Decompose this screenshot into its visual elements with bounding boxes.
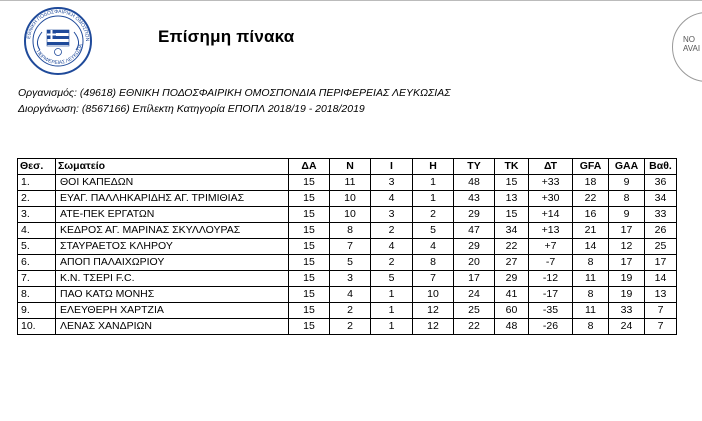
cell-points: 33 <box>645 207 677 223</box>
organizer-line: Οργανισμός: (49618) ΕΘΝΙΚΗ ΠΟΔΟΣΦΑΙΡΙΚΗ ΟΜΟΣΠΟΝΔΙΑ ΠΕΡΙΦΕΡΕΙΑΣ ΛΕΥΚΩΣΙΑΣ <box>18 87 451 99</box>
cell-club: ΘΟΙ ΚΑΠΕΔΩΝ <box>56 175 289 191</box>
cell-played: 15 <box>289 191 330 207</box>
cell-wins: 10 <box>330 207 371 223</box>
table-row <box>18 239 677 255</box>
cell-draws: 4 <box>371 239 413 255</box>
cell-gfa: 8 <box>573 255 609 271</box>
cell-wins: 8 <box>330 223 371 239</box>
cell-goals-for: 24 <box>454 287 495 303</box>
cell-gfa: 11 <box>573 303 609 319</box>
table-row <box>18 271 677 287</box>
cell-losses: 4 <box>413 239 454 255</box>
cell-points: 26 <box>645 223 677 239</box>
cell-goals-for: 48 <box>454 175 495 191</box>
cell-wins: 4 <box>330 287 371 303</box>
cell-club: ΕΛΕΥΘΕΡΗ ΧΑΡΤΖΙΑ <box>56 303 289 319</box>
cell-gfa: 18 <box>573 175 609 191</box>
cell-draws: 2 <box>371 255 413 271</box>
col-header-played: ΔΑ <box>289 159 330 175</box>
cell-gaa: 8 <box>609 191 645 207</box>
cell-wins: 2 <box>330 319 371 335</box>
cell-goals-against: 48 <box>495 319 529 335</box>
cell-played: 15 <box>289 255 330 271</box>
cell-club: ΚΕΔΡΟΣ ΑΓ. ΜΑΡΙΝΑΣ ΣΚΥΛΛΟΥΡΑΣ <box>56 223 289 239</box>
cell-draws: 4 <box>371 191 413 207</box>
cell-gfa: 16 <box>573 207 609 223</box>
cell-points: 14 <box>645 271 677 287</box>
cell-goals-against: 15 <box>495 207 529 223</box>
table-row <box>18 319 677 335</box>
cell-goals-against: 34 <box>495 223 529 239</box>
cell-draws: 1 <box>371 319 413 335</box>
cell-goals-against: 13 <box>495 191 529 207</box>
cell-goals-against: 27 <box>495 255 529 271</box>
cell-goal-diff: +13 <box>529 223 573 239</box>
cell-gaa: 33 <box>609 303 645 319</box>
cell-played: 15 <box>289 239 330 255</box>
cell-draws: 3 <box>371 175 413 191</box>
no-image-text-2: AVAI <box>683 44 701 53</box>
cell-gfa: 14 <box>573 239 609 255</box>
cell-points: 7 <box>645 303 677 319</box>
federation-logo <box>14 6 102 76</box>
cell-points: 34 <box>645 191 677 207</box>
col-header-draws: Ι <box>371 159 413 175</box>
cell-wins: 11 <box>330 175 371 191</box>
cell-losses: 12 <box>413 303 454 319</box>
cell-points: 13 <box>645 287 677 303</box>
cell-losses: 5 <box>413 223 454 239</box>
cell-goal-diff: +7 <box>529 239 573 255</box>
cell-draws: 1 <box>371 287 413 303</box>
cell-goals-for: 20 <box>454 255 495 271</box>
standings-table <box>17 158 677 335</box>
cell-position: 8. <box>18 287 56 303</box>
cell-losses: 1 <box>413 191 454 207</box>
table-row <box>18 223 677 239</box>
cell-goals-for: 29 <box>454 207 495 223</box>
cell-draws: 5 <box>371 271 413 287</box>
cell-gaa: 24 <box>609 319 645 335</box>
cell-goals-for: 47 <box>454 223 495 239</box>
cell-played: 15 <box>289 303 330 319</box>
cell-points: 36 <box>645 175 677 191</box>
cell-club: ΑΤΕ-ΠΕΚ ΕΡΓΑΤΩΝ <box>56 207 289 223</box>
cell-losses: 1 <box>413 175 454 191</box>
cell-goal-diff: +14 <box>529 207 573 223</box>
cell-position: 6. <box>18 255 56 271</box>
cell-position: 5. <box>18 239 56 255</box>
cell-draws: 1 <box>371 303 413 319</box>
cell-gaa: 19 <box>609 271 645 287</box>
cell-goal-diff: +33 <box>529 175 573 191</box>
cell-wins: 2 <box>330 303 371 319</box>
col-header-gfa: GFA <box>573 159 609 175</box>
cell-goal-diff: -12 <box>529 271 573 287</box>
cell-goals-for: 29 <box>454 239 495 255</box>
cell-gfa: 11 <box>573 271 609 287</box>
cell-goals-for: 22 <box>454 319 495 335</box>
cell-points: 25 <box>645 239 677 255</box>
cell-gaa: 9 <box>609 175 645 191</box>
standings-body <box>18 175 677 335</box>
cell-wins: 3 <box>330 271 371 287</box>
col-header-points: Βαθ. <box>645 159 677 175</box>
col-header-club: Σωματείο <box>56 159 289 175</box>
cell-goal-diff: -7 <box>529 255 573 271</box>
col-header-wins: Ν <box>330 159 371 175</box>
cell-club: ΑΠΟΠ ΠΑΛΑΙΧΩΡΙΟΥ <box>56 255 289 271</box>
cell-points: 7 <box>645 319 677 335</box>
cell-goal-diff: -26 <box>529 319 573 335</box>
page-title: Επίσημη πίνακα <box>158 27 295 46</box>
cell-club: ΕΥΑΓ. ΠΑΛΛΗΚΑΡΙΔΗΣ ΑΓ. ΤΡΙΜΙΘΙΑΣ <box>56 191 289 207</box>
cell-played: 15 <box>289 223 330 239</box>
cell-wins: 7 <box>330 239 371 255</box>
table-row <box>18 207 677 223</box>
cell-goals-against: 29 <box>495 271 529 287</box>
cell-goals-against: 22 <box>495 239 529 255</box>
col-header-goal-diff: ΔΤ <box>529 159 573 175</box>
top-divider <box>0 0 702 5</box>
cell-position: 7. <box>18 271 56 287</box>
cell-losses: 7 <box>413 271 454 287</box>
cell-played: 15 <box>289 207 330 223</box>
cell-gaa: 17 <box>609 255 645 271</box>
no-image-text: NO <box>683 35 695 44</box>
table-row <box>18 303 677 319</box>
table-row <box>18 287 677 303</box>
no-image-placeholder <box>672 12 702 82</box>
cell-position: 4. <box>18 223 56 239</box>
svg-text:ΠΕΡΙΦΕΡΕΙΑΣ ΛΕΥΚΩΣΙΑΣ: ΠΕΡΙΦΕΡΕΙΑΣ ΛΕΥΚΩΣΙΑ <box>34 43 85 67</box>
col-header-losses: Η <box>413 159 454 175</box>
cell-losses: 12 <box>413 319 454 335</box>
cell-club: ΛΕΝΑΣ ΧΑΝΔΡΙΩΝ <box>56 319 289 335</box>
cell-draws: 3 <box>371 207 413 223</box>
cell-gfa: 21 <box>573 223 609 239</box>
competition-line: Διοργάνωση: (8567166) Επίλεκτη Κατηγορία ΕΠΟΠΛ 2018/19 - 2018/2019 <box>18 103 365 115</box>
cell-goals-for: 25 <box>454 303 495 319</box>
cell-played: 15 <box>289 287 330 303</box>
svg-text:ΕΘΝΙΚΗ ΠΟΔΟΣΦΑΙΡΙΚΗ ΟΜΟΣΠΟΝΔΙΑ: ΕΘΝΙΚΗ ΠΟΔΟΣΦΑΙΡΙΚΗ ΟΜΟΣΠΟΝ <box>26 8 91 42</box>
table-row <box>18 175 677 191</box>
cell-played: 15 <box>289 319 330 335</box>
cell-losses: 2 <box>413 207 454 223</box>
cell-goals-for: 43 <box>454 191 495 207</box>
col-header-position: Θεσ. <box>18 159 56 175</box>
cell-goal-diff: -35 <box>529 303 573 319</box>
cell-wins: 5 <box>330 255 371 271</box>
cell-goal-diff: -17 <box>529 287 573 303</box>
cell-goals-against: 60 <box>495 303 529 319</box>
cell-club: ΠΑΟ ΚΑΤΩ ΜΟΝΗΣ <box>56 287 289 303</box>
cell-gaa: 19 <box>609 287 645 303</box>
cell-club: ΣΤΑΥΡΑΕΤΟΣ ΚΛΗΡΟΥ <box>56 239 289 255</box>
cell-played: 15 <box>289 271 330 287</box>
cell-losses: 8 <box>413 255 454 271</box>
cell-goals-against: 41 <box>495 287 529 303</box>
cell-draws: 2 <box>371 223 413 239</box>
cell-position: 10. <box>18 319 56 335</box>
cell-losses: 10 <box>413 287 454 303</box>
cell-goals-against: 15 <box>495 175 529 191</box>
cell-gaa: 12 <box>609 239 645 255</box>
cell-position: 3. <box>18 207 56 223</box>
col-header-goals-against: ΤΚ <box>495 159 529 175</box>
cell-position: 9. <box>18 303 56 319</box>
cell-wins: 10 <box>330 191 371 207</box>
cell-gfa: 8 <box>573 287 609 303</box>
cell-club: Κ.Ν. ΤΣΕΡΙ F.C. <box>56 271 289 287</box>
col-header-gaa: GAA <box>609 159 645 175</box>
cell-position: 1. <box>18 175 56 191</box>
cell-position: 2. <box>18 191 56 207</box>
cell-gaa: 9 <box>609 207 645 223</box>
col-header-goals-for: ΤΥ <box>454 159 495 175</box>
cell-gaa: 17 <box>609 223 645 239</box>
cell-played: 15 <box>289 175 330 191</box>
table-row <box>18 255 677 271</box>
table-header-row <box>18 159 677 175</box>
table-row <box>18 191 677 207</box>
cell-goals-for: 17 <box>454 271 495 287</box>
cell-goal-diff: +30 <box>529 191 573 207</box>
cell-gfa: 8 <box>573 319 609 335</box>
cell-points: 17 <box>645 255 677 271</box>
cell-gfa: 22 <box>573 191 609 207</box>
